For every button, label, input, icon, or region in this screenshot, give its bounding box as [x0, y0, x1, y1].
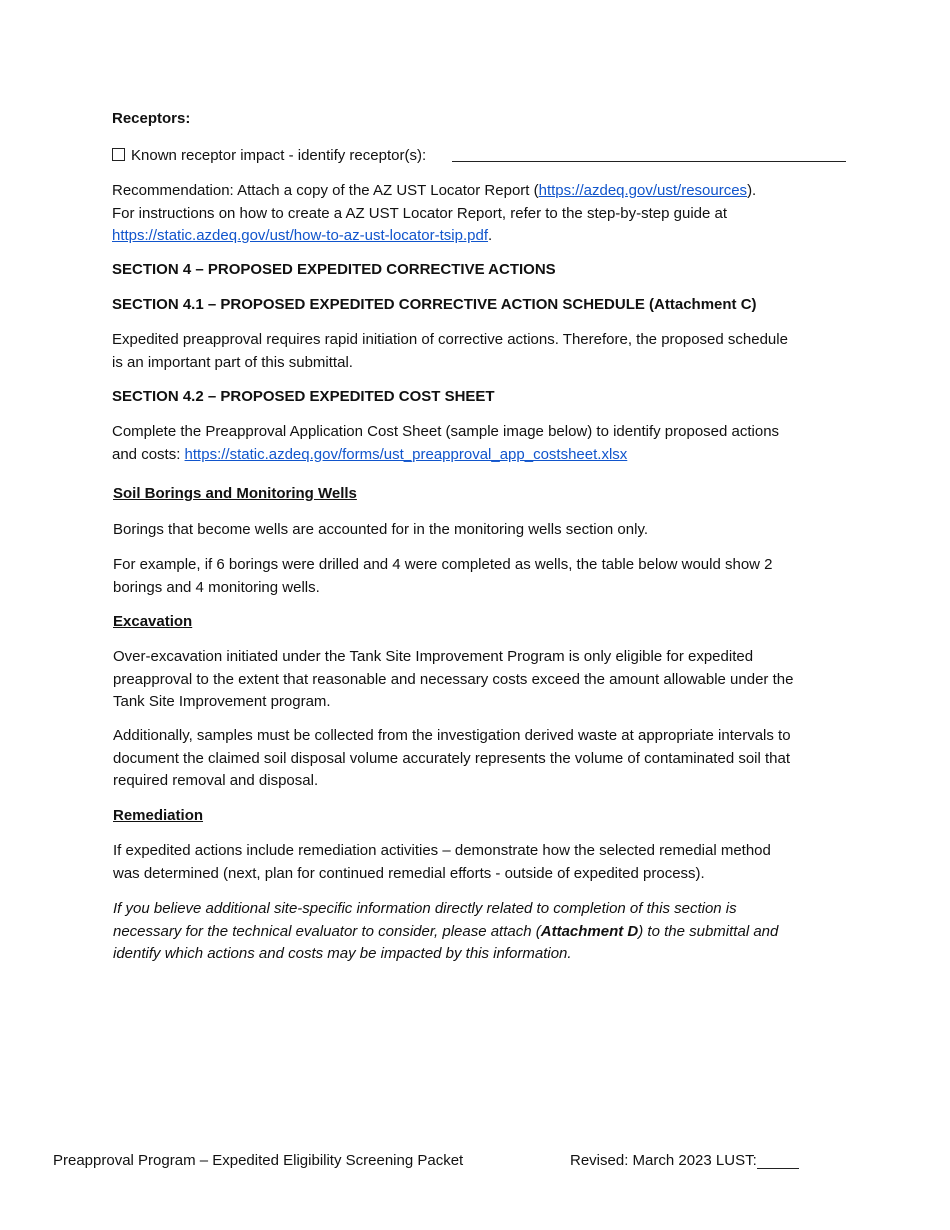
remediation-note-suffix: ) to the submittal and [638, 922, 779, 940]
remediation-p1 [113, 840, 853, 885]
soil-p2-line1: For example, if 6 borings were drilled and 4 were completed as wells, the table below would show 2 [113, 556, 773, 573]
excavation-heading: Excavation [113, 613, 193, 630]
section42-body [112, 421, 832, 466]
section42-heading: SECTION 4.2 – PROPOSED EXPEDITED COST SHEET [112, 388, 495, 405]
excavation-p2-line1: Additionally, samples must be collected from the investigation derived waste at appropriate intervals to [113, 727, 791, 744]
locator-guide-link[interactable]: https://static.azdeq.gov/ust/how-to-az-ust-locator-tsip.pdf [112, 227, 489, 244]
soil-p1: Borings that become wells are accounted for in the monitoring wells section only. [113, 521, 648, 538]
known-receptor-checkbox[interactable] [112, 148, 125, 161]
section41-line1: Expedited preapproval requires rapid initiation of corrective actions. Therefore, the proposed schedule [112, 331, 788, 348]
recommendation-paragraph [112, 180, 872, 248]
section4-heading: SECTION 4 – PROPOSED EXPEDITED CORRECTIVE ACTIONS [112, 261, 556, 278]
section41-line2: is an important part of this submittal. [112, 353, 353, 371]
section41-heading: SECTION 4.1 – PROPOSED EXPEDITED CORRECTIVE ACTION SCHEDULE (Attachment C) [112, 296, 757, 313]
receptors-heading: Receptors: [112, 110, 191, 127]
excavation-p2 [113, 725, 853, 793]
section42-line1: Complete the Preapproval Application Cost Sheet (sample image below) to identify proposed actions [112, 423, 780, 440]
costsheet-link[interactable]: https://static.azdeq.gov/forms/ust_preapproval_app_costsheet.xlsx [184, 445, 628, 463]
excavation-p1-line2: preapproval to the extent that reasonable and necessary costs exceed the amount allowable under the [113, 670, 794, 688]
recommendation-prefix: Recommendation: Attach a copy of the AZ UST Locator Report ( [112, 182, 539, 199]
remediation-heading: Remediation [113, 807, 204, 824]
section41-body [112, 329, 832, 374]
section42-prefix2: and costs: [112, 445, 185, 463]
excavation-p1-line1: Over-excavation initiated under the Tank Site Improvement Program is only eligible for expedited [113, 648, 754, 665]
lust-input-line[interactable] [757, 1168, 799, 1169]
known-receptor-row [112, 145, 426, 168]
footer-left: Preapproval Program – Expedited Eligibility Screening Packet [53, 1152, 464, 1169]
remediation-p1-line1: If expedited actions include remediation activities – demonstrate how the selected remedial method [113, 842, 771, 859]
excavation-p2-line3: required removal and disposal. [113, 772, 319, 789]
soil-p2-line2: borings and 4 monitoring wells. [113, 578, 320, 596]
recommendation-suffix: ). [747, 182, 757, 199]
footer-right: Revised: March 2023 LUST: [570, 1152, 757, 1169]
remediation-p1-line2: was determined (next, plan for continued remedial efforts - outside of expedited process). [113, 864, 705, 882]
recommendation-end: . [488, 227, 493, 244]
remediation-note-prefix: necessary for the technical evaluator to consider, please attach ( [113, 922, 541, 940]
remediation-note-line1: If you believe additional site-specific information directly related to completion of this section is [113, 900, 737, 917]
remediation-note [113, 898, 853, 966]
ust-resources-link[interactable]: https://azdeq.gov/ust/resources [538, 182, 748, 199]
recommendation-line2: For instructions on how to create a AZ UST Locator Report, refer to the step-by-step guide at [112, 204, 728, 222]
excavation-p1 [113, 646, 853, 714]
attachment-d-label: Attachment D [540, 922, 639, 940]
receptor-input-line[interactable] [452, 161, 846, 162]
known-receptor-label: Known receptor impact - identify receptor(s): [131, 147, 427, 164]
soil-borings-heading: Soil Borings and Monitoring Wells [113, 485, 357, 502]
excavation-p1-line3: Tank Site Improvement program. [113, 693, 331, 710]
excavation-p2-line2: document the claimed soil disposal volume accurately represents the volume of contaminated soil that [113, 749, 791, 767]
remediation-note-line3: identify which actions and costs may be impacted by this information. [113, 945, 572, 962]
soil-p2 [113, 554, 833, 599]
